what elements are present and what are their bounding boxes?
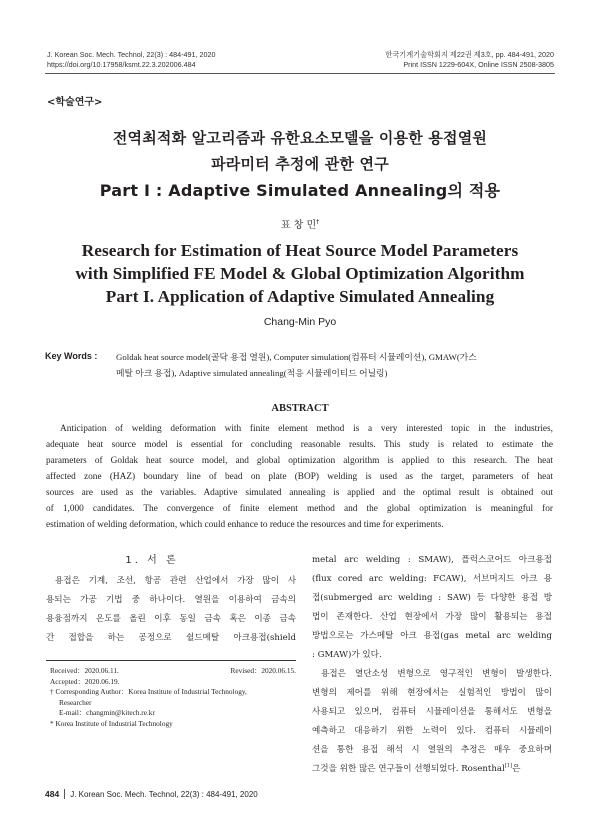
body-line: 그것을 위한 많은 연구들이 선행되었다. Rosenthal bbox=[312, 764, 505, 774]
body-line: (flux cored arc welding: FCAW), 서브머지드 아크 용 bbox=[312, 574, 552, 584]
doi-link[interactable]: https://doi.org/10.17958/ksmt.22.3.202006.484 bbox=[47, 60, 196, 69]
author-english: Chang-Min Pyo bbox=[263, 316, 337, 328]
abstract-line: of 1,000 candidates. The convergence of finite element method and the global optimization is meaningful for bbox=[46, 504, 553, 514]
body-line: 용되는 가공 기법 중 하나이다. 열원을 이용하여 금속의 bbox=[46, 595, 296, 605]
page-footer bbox=[45, 789, 258, 799]
received-revised-row bbox=[50, 666, 296, 677]
body-line: 변형의 제어를 위해 현장에서는 실험적인 방법이 많이 bbox=[312, 688, 552, 698]
author-email[interactable]: E-mail：changmin@kitech.re.kr bbox=[59, 708, 155, 717]
title-english-line1: Research for Estimation of Heat Source Model Parameters bbox=[81, 241, 519, 260]
body-line: 사용되고 있으며, 컴퓨터 시뮬레이션을 통해서도 변형을 bbox=[312, 707, 552, 717]
corresponding-author-role: Researcher bbox=[59, 697, 92, 707]
abstract-body bbox=[46, 421, 553, 533]
keywords-label: Key Words : bbox=[45, 351, 98, 361]
article-category: <학술연구> bbox=[47, 97, 103, 108]
body-column-left bbox=[46, 572, 296, 648]
abstract-heading: ABSTRACT bbox=[271, 403, 329, 414]
title-english-line2: with Simplified FE Model & Global Optimization Algorithm bbox=[75, 264, 525, 283]
running-header-left bbox=[47, 50, 215, 70]
body-line-suffix: 은 bbox=[512, 764, 521, 774]
page-number: 484 bbox=[45, 789, 60, 799]
author-affiliation: * Korea Institute of Industrial Technology bbox=[50, 718, 173, 728]
footer-journal-citation: J. Korean Soc. Mech. Technol, 22(3) : 484-491, 2020 bbox=[70, 789, 258, 799]
footnotes bbox=[50, 666, 296, 729]
body-line: 법이 존재한다. 산업 현장에서 가장 많이 활용되는 용접 bbox=[312, 612, 552, 622]
keywords-line: 메탈 아크 용접), Adaptive simulated annealing(적응 시뮬레이티드 어닐링) bbox=[116, 367, 388, 378]
corresponding-mark: † bbox=[316, 218, 320, 226]
body-line: 용융점까지 온도를 올린 이후 동일 금속 혹은 이종 금속 bbox=[46, 614, 296, 624]
title-korean-line1: 전역최적화 알고리즘과 유한요소모델을 이용한 용접열원 bbox=[112, 129, 488, 147]
body-line: 간 접합을 하는 공정으로 쉴드메탈 아크용접(shield bbox=[46, 633, 296, 643]
footer-divider bbox=[64, 789, 65, 799]
body-line: 예측하고 대응하기 위한 노력이 있다. 컴퓨터 시뮬레이 bbox=[312, 726, 552, 736]
abstract-line: adequate heat source model is essential for concluding reasonable results. This study is related to estimate the bbox=[46, 440, 553, 450]
abstract-line: sources are used as the variables. Adaptive simulated annealing is applied and the optimal result is obtained out bbox=[46, 488, 553, 498]
abstract-line: estimation of welding deformation, which could enhance to reduce the resources and time for experiments. bbox=[46, 520, 444, 530]
body-line: 용접은 기계, 조선, 항공 관련 산업에서 가장 많이 사 bbox=[55, 576, 296, 586]
revised-date: Revised：2020.06.15. bbox=[230, 666, 296, 675]
journal-citation-korean: 한국기계기술학회지 제22권 제3호, pp. 484-491, 2020 bbox=[385, 50, 554, 59]
body-line: metal arc welding : SMAW), 플럭스코어드 아크용접 bbox=[312, 555, 552, 565]
issn-info: Print ISSN 1229-604X, Online ISSN 2508-3805 bbox=[403, 60, 554, 69]
body-line: 방법으로는 가스메탈 아크 용접(gas metal arc welding bbox=[312, 631, 552, 641]
title-korean-line3: Part I : Adaptive Simulated Annealing의 적용 bbox=[99, 181, 501, 200]
received-date: Received：2020.06.11. bbox=[50, 666, 119, 675]
journal-citation: J. Korean Soc. Mech. Technol, 22(3) : 484-491, 2020 bbox=[47, 50, 216, 59]
body-line-with-reference bbox=[312, 760, 552, 779]
body-line: 접(submerged arc welding : SAW) 등 다양한 용접 방 bbox=[312, 593, 552, 603]
body-line: 션을 통한 용접 해석 시 열원의 추정은 매우 중요하며 bbox=[312, 745, 552, 755]
corresponding-author: † Corresponding Author：Korea Institute of Industrial Technology, bbox=[50, 687, 247, 696]
abstract-line: affected zone (HAZ) boundary line of bead on plate (BOP) welding is used as the target, parameters of heat bbox=[46, 472, 553, 482]
footnote-divider bbox=[46, 660, 296, 661]
body-line: 용접은 열단소성 변형으로 영구적인 변형이 발생한다. bbox=[321, 669, 552, 679]
title-english-line3: Part I. Application of Adaptive Simulated Annealing bbox=[105, 287, 495, 306]
author-korean-name: 표 창 민 bbox=[280, 220, 317, 231]
citation-reference[interactable]: [1] bbox=[504, 763, 513, 770]
abstract-line: Anticipation of welding deformation with finite element method is a very interested topic in the industries, bbox=[60, 424, 553, 434]
section-heading-introduction: 1. 서 론 bbox=[125, 555, 179, 566]
keywords-text bbox=[116, 350, 562, 381]
running-header-right bbox=[385, 50, 554, 70]
body-column-right bbox=[312, 551, 552, 779]
keywords-line: Goldak heat source model(골닥 용접 열원), Computer simulation(컴퓨터 시뮬레이션), GMAW(가스 bbox=[116, 352, 477, 362]
accepted-date: Accepted：2020.06.19. bbox=[50, 676, 120, 686]
header-divider bbox=[45, 73, 555, 74]
author-korean bbox=[0, 216, 600, 231]
body-line: : GMAW)가 있다. bbox=[312, 650, 382, 660]
title-korean-line2: 파라미터 추정에 관한 연구 bbox=[211, 155, 389, 173]
abstract-line: parameters of Goldak heat source model, and global optimization algorithm is applied to this research. The heat bbox=[46, 456, 553, 466]
